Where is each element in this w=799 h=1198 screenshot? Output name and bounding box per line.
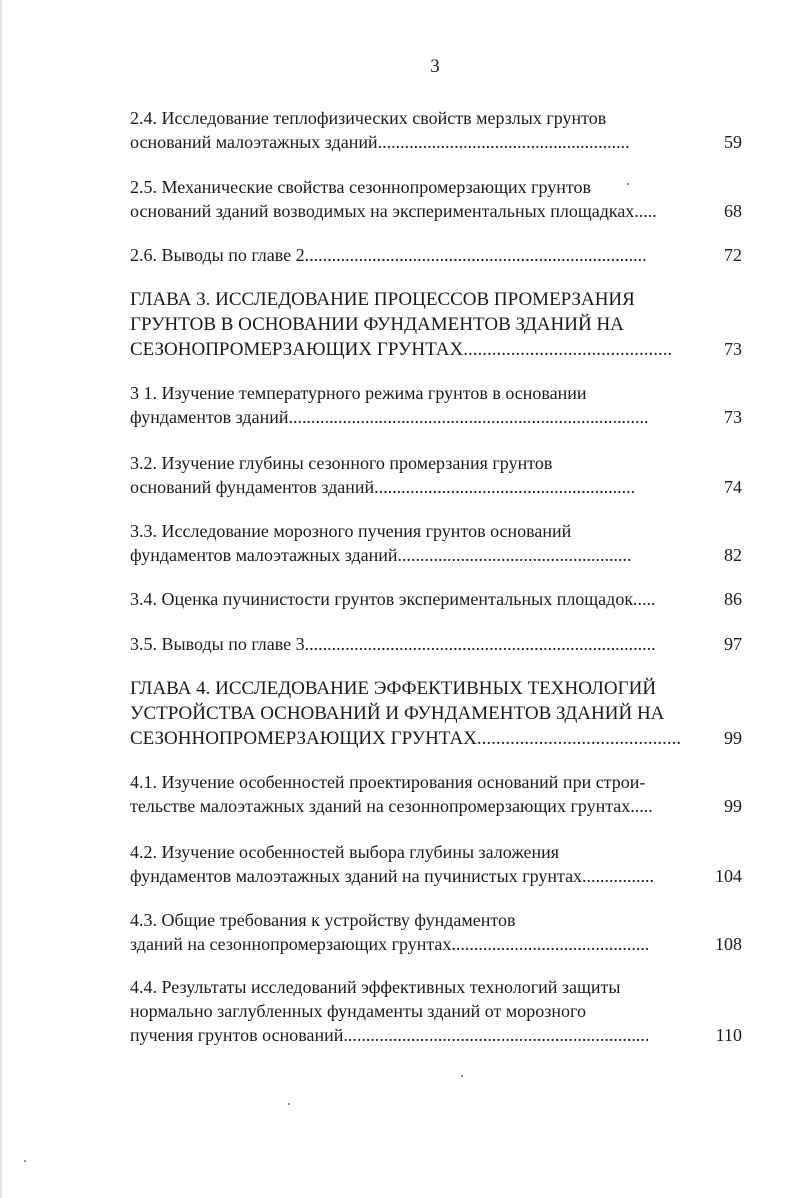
toc-entry-page: 108: [715, 934, 742, 954]
toc-entry-4-1: [130, 770, 742, 818]
toc-entry-page: 74: [724, 477, 742, 497]
toc-entry-text: [130, 106, 682, 154]
toc-entry-2-5: [130, 175, 742, 223]
page-number: 3: [430, 56, 440, 77]
toc-entry-page: 59: [724, 132, 742, 152]
toc-entry-line: ГЛАВА 4. ИССЛЕДОВАНИЕ ЭФФЕКТИВНЫХ ТЕХНОЛОГИЙ: [130, 678, 657, 699]
toc-entry-text: [130, 676, 682, 751]
toc-entry-line: оснований малоэтажных зданий........................................................: [130, 132, 630, 152]
toc-entry-page: 73: [724, 339, 742, 359]
toc-chapter-4: [130, 676, 742, 751]
toc-entry-2-4: [130, 106, 742, 154]
toc-entry-3-3: [130, 519, 742, 567]
toc-entry-text: [130, 975, 682, 1047]
toc-entry-2-6: [130, 243, 742, 267]
toc-entry-4-4: [130, 975, 742, 1047]
toc-entry-page: 104: [715, 866, 742, 886]
toc-entry-page: 72: [724, 245, 742, 265]
toc-entry-4-2: [130, 840, 742, 888]
toc-entry-line: тельстве малоэтажных зданий на сезоннопромерзающих грунтах.....: [130, 796, 653, 816]
toc-entry-line: СЕЗОННОПРОМЕРЗАЮЩИХ ГРУНТАХ...........................................: [130, 728, 682, 749]
toc-entry-page: 86: [724, 589, 742, 609]
toc-entry-text: [130, 175, 682, 223]
toc-entry-line: зданий на сезоннопромерзающих грунтах............................................: [130, 934, 650, 954]
toc-chapter-3: [130, 287, 742, 362]
toc-entry-line: 2.5. Механические свойства сезоннопромерзающих грунтов: [130, 177, 592, 197]
toc-entry-line: ГРУНТОВ В ОСНОВАНИИ ФУНДАМЕНТОВ ЗДАНИЙ НА: [130, 314, 624, 335]
toc-entry-line: 3 1. Изучение температурного режима грунтов в основании: [130, 383, 587, 403]
toc-entry-4-3: [130, 908, 742, 956]
toc-entry-line: 3.4. Оценка пучинистости грунтов экспериментальных площадок.....: [130, 589, 656, 609]
toc-entry-line: 3.5. Выводы по главе 3..............................................................................: [130, 634, 656, 654]
toc-entry-text: [130, 770, 682, 818]
toc-entry-line: СЕЗОНОПРОМЕРЗАЮЩИХ ГРУНТАХ............................................: [130, 339, 673, 360]
toc-entry-text: [130, 840, 682, 888]
toc-entry-line: 3.2. Изучение глубины сезонного промерзания грунтов: [130, 453, 553, 473]
toc-entry-page: 99: [724, 728, 742, 748]
toc-entry-page: 68: [724, 201, 742, 221]
scan-speck: [288, 1103, 290, 1105]
toc-entry-line: оснований зданий возводимых на экспериментальных площадках.....: [130, 201, 657, 221]
toc-entry-line: 4.1. Изучение особенностей проектирования оснований при строи-: [130, 772, 646, 792]
toc-entry-line: 2.4. Исследование теплофизических свойств мерзлых грунтов: [130, 108, 607, 128]
toc-entry-text: [130, 243, 682, 267]
toc-entry-text: [130, 632, 682, 656]
toc-entry-3-4: [130, 587, 742, 611]
toc-entry-line: фундаментов зданий................................................................................: [130, 407, 649, 427]
toc-entry-line: пучения грунтов оснований....................................................................: [130, 1025, 650, 1045]
toc-entry-line: фундаментов малоэтажных зданий на пучинистых грунтах................: [130, 866, 655, 886]
toc-entry-line: 4.2. Изучение особенностей выбора глубины заложения: [130, 842, 560, 862]
toc-entry-line: фундаментов малоэтажных зданий....................................................: [130, 545, 632, 565]
toc-entry-line: УСТРОЙСТВА ОСНОВАНИЙ И ФУНДАМЕНТОВ ЗДАНИЙ НА: [130, 703, 665, 724]
toc-entry-text: [130, 519, 682, 567]
scan-speck: [627, 183, 629, 185]
toc-entry-3-1: [130, 381, 742, 429]
toc-entry-text: [130, 908, 682, 956]
toc-entry-page: 82: [724, 545, 742, 565]
scan-speck: [24, 1160, 26, 1162]
toc-entry-3-2: [130, 451, 742, 499]
toc-entry-line: 4.3. Общие требования к устройству фундаментов: [130, 910, 516, 930]
toc-entry-line: оснований фундаментов зданий..........................................................: [130, 477, 636, 497]
scan-speck: [461, 1075, 463, 1077]
toc-entry-text: [130, 287, 682, 362]
toc-entry-line: нормально заглубленных фундаменты зданий от морозного: [130, 1001, 586, 1021]
toc-entry-line: 4.4. Результаты исследований эффективных технологий защиты: [130, 977, 621, 997]
toc-entry-3-5: [130, 632, 742, 656]
toc-entry-text: [130, 451, 682, 499]
toc-entry-page: 99: [724, 796, 742, 816]
toc-entry-line: 2.6. Выводы по главе 2............................................................................: [130, 245, 647, 265]
toc-entry-page: 73: [724, 407, 742, 427]
toc-entry-line: ГЛАВА 3. ИССЛЕДОВАНИЕ ПРОЦЕССОВ ПРОМЕРЗАНИЯ: [130, 289, 635, 310]
toc-entry-line: 3.3. Исследование морозного пучения грунтов оснований: [130, 521, 572, 541]
toc-entry-text: [130, 587, 682, 611]
toc-entry-text: [130, 381, 682, 429]
toc-entry-page: 110: [715, 1025, 742, 1045]
toc-entry-page: 97: [724, 634, 742, 654]
